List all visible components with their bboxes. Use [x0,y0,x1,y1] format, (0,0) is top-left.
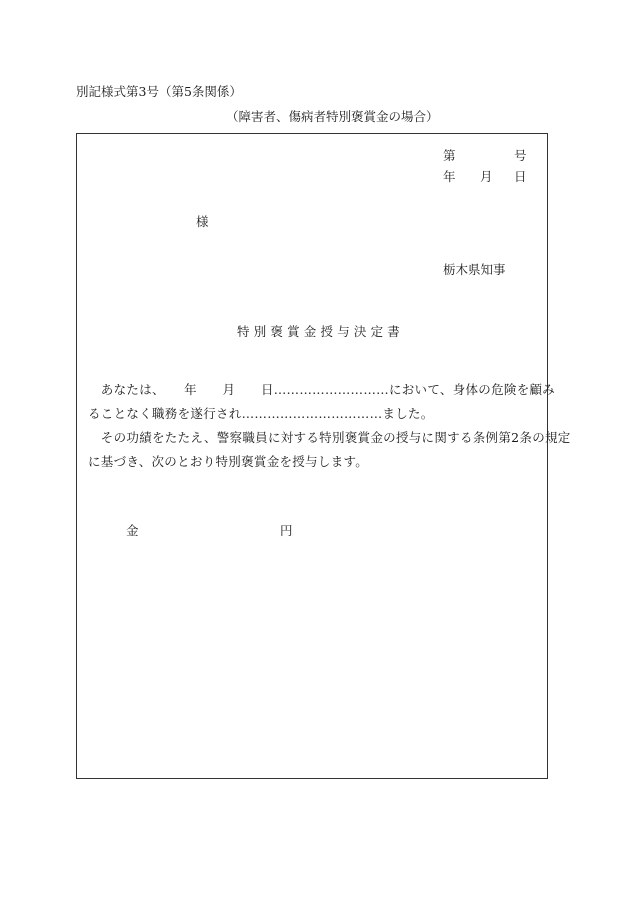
body-text-line: に基づき、次のとおり特別褒賞金を授与します。 [88,454,369,469]
issuer-name: 栃木県知事 [443,262,506,277]
amount-unit: 円 [280,523,293,538]
addressee-honorific: 様 [196,214,209,229]
amount-label: 金 [126,523,139,538]
date-month-label: 月 [480,169,493,184]
document-number-prefix: 第 [443,148,456,163]
form-number-label: 別記様式第3号（第5条関係） [76,84,242,99]
body-text-line: ることなく職務を遂行され……………………………ました。 [88,406,434,421]
date-day-label: 日 [514,169,527,184]
document-title: 特別褒賞金授与決定書 [237,324,405,339]
body-text-line: あなたは、 年 月 日………………………において、身体の危険を顧み [88,382,556,397]
case-label: （障害者、傷病者特別褒賞金の場合） [226,109,439,124]
body-text-line: その功績をたたえ、警察職員に対する特別褒賞金の授与に関する条例第2条の規定 [88,430,571,445]
date-year-label: 年 [443,169,456,184]
document-number-suffix: 号 [514,148,527,163]
